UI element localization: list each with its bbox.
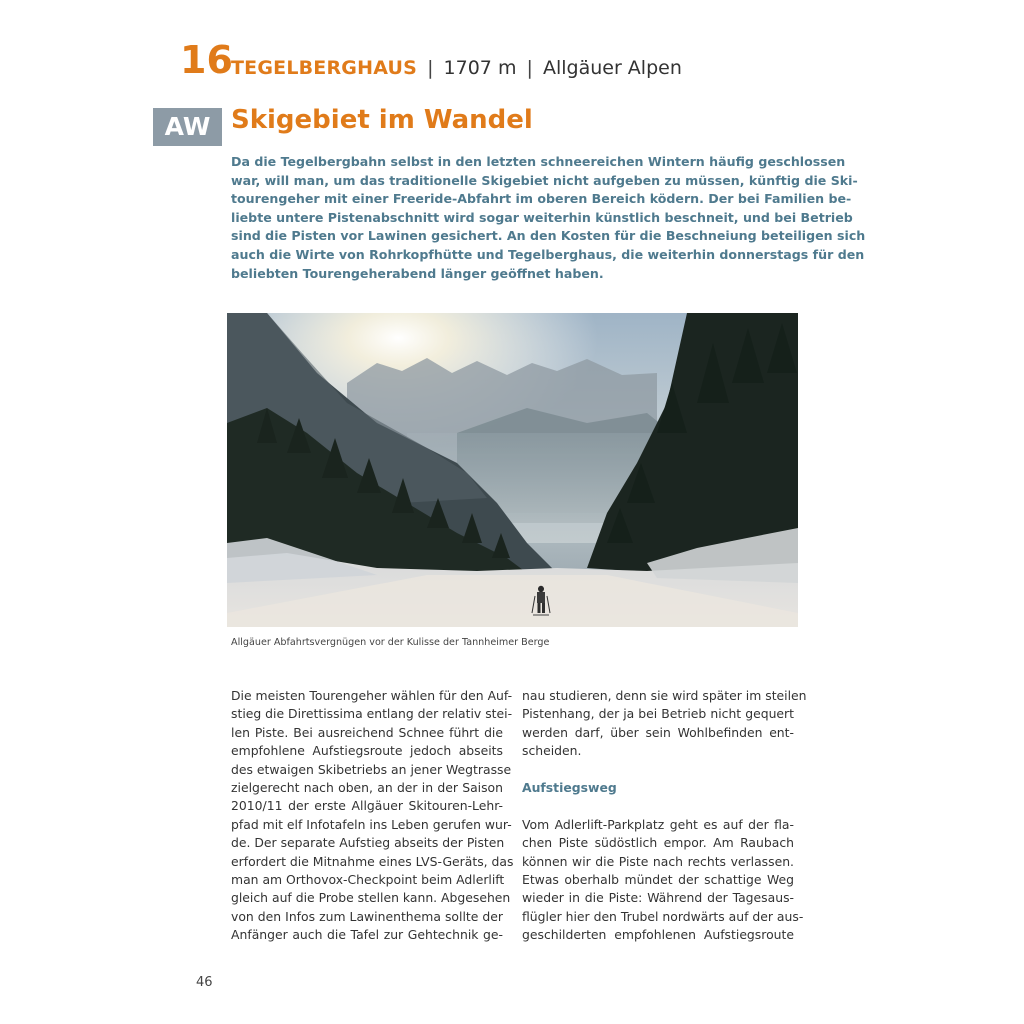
header-separator: | bbox=[526, 57, 533, 79]
header-separator: | bbox=[427, 57, 434, 79]
intro-line: auch die Wirte von Rohrkopfhütte und Tegelberghaus, die weiterhin donnerstags für den bbox=[231, 246, 865, 262]
section-title: Skigebiet im Wandel bbox=[231, 105, 533, 135]
tour-name: TEGELBERGHAUS bbox=[231, 57, 418, 79]
tour-region: Allgäuer Alpen bbox=[542, 57, 682, 79]
body-line: gleich auf die Probe stellen kann. Abgesehen bbox=[231, 890, 511, 906]
body-line: man am Orthovox-Checkpoint beim Adlerlift bbox=[231, 871, 505, 887]
body-line: stieg die Direttissima entlang der relativ stei- bbox=[231, 706, 513, 722]
body-line: de. Der separate Aufstieg abseits der Pisten bbox=[231, 835, 505, 851]
section-badge: AW bbox=[153, 108, 222, 146]
intro-line: sind die Pisten vor Lawinen gesichert. An den Kosten für die Beschneiung beteiligen sich bbox=[231, 228, 866, 244]
body-line: zielgerecht nach oben, an der in der Saison bbox=[231, 779, 503, 795]
intro-line: beliebten Tourengeherabend länger geöffnet haben. bbox=[231, 265, 604, 281]
body-line: len Piste. Bei ausreichend Schnee führt die bbox=[231, 724, 503, 740]
mountain-landscape-illustration bbox=[227, 313, 798, 627]
body-line: nau studieren, denn sie wird später im steilen bbox=[522, 688, 807, 703]
body-line: pfad mit elf Infotafeln ins Leben gerufen wur- bbox=[231, 816, 512, 832]
body-line: werden darf, über sein Wohlbefinden ent- bbox=[522, 724, 794, 740]
intro-paragraph bbox=[231, 153, 866, 283]
body-line: erfordert die Mitnahme eines LVS-Geräts, das bbox=[231, 853, 514, 869]
body-line: können wir die Piste nach rechts verlassen. bbox=[522, 853, 794, 869]
paragraph-gap bbox=[522, 761, 794, 779]
body-line: wieder in die Piste: Während der Tagesaus- bbox=[522, 890, 794, 906]
body-line: flügler hier den Trubel nordwärts auf der aus- bbox=[522, 908, 804, 924]
body-line: Vom Adlerlift-Parkplatz geht es auf der fla- bbox=[522, 816, 794, 832]
body-column-right bbox=[522, 687, 807, 944]
intro-line: war, will man, um das traditionelle Skigebiet nicht aufgeben zu müssen, künftig die Ski- bbox=[231, 172, 858, 188]
body-line: 2010/11 der erste Allgäuer Skitouren-Lehr- bbox=[231, 798, 503, 814]
intro-line: liebte untere Pistenabschnitt wird sogar weiterhin künstlich beschneit, und bei Betrieb bbox=[231, 209, 853, 225]
body-line: empfohlene Aufstiegsroute jedoch abseits bbox=[231, 743, 503, 759]
body-line: des etwaigen Skibetriebs an jener Wegtrasse bbox=[231, 761, 512, 777]
ski-slope-photo bbox=[227, 313, 798, 627]
intro-line: tourengeher mit einer Freeride-Abfahrt im oberen Bereich ködern. Der bei Familien be- bbox=[231, 191, 852, 207]
intro-line: Da die Tegelbergbahn selbst in den letzten schneereichen Wintern häufig geschlossen bbox=[231, 154, 846, 169]
body-column-left bbox=[231, 687, 514, 944]
body-line: chen Piste südöstlich empor. Am Raubach bbox=[522, 835, 794, 851]
body-line: Die meisten Tourengeher wählen für den Auf- bbox=[231, 688, 513, 703]
body-line: geschilderten empfohlenen Aufstiegsroute bbox=[522, 927, 794, 943]
tour-header bbox=[231, 55, 682, 81]
body-line: scheiden. bbox=[522, 743, 582, 759]
body-line: Pistenhang, der ja bei Betrieb nicht gequert bbox=[522, 706, 794, 722]
paragraph-gap bbox=[522, 797, 794, 815]
body-line: Etwas oberhalb mündet der schattige Weg bbox=[522, 871, 794, 887]
photo-caption: Allgäuer Abfahrtsvergnügen vor der Kulisse der Tannheimer Berge bbox=[231, 637, 550, 648]
page-number: 46 bbox=[196, 975, 213, 990]
tour-number: 16 bbox=[180, 38, 233, 82]
subheading-aufstiegsweg: Aufstiegsweg bbox=[522, 779, 617, 795]
body-line: von den Infos zum Lawinenthema sollte der bbox=[231, 908, 503, 924]
body-line: Anfänger auch die Tafel zur Gehtechnik ge- bbox=[231, 927, 503, 943]
tour-altitude: 1707 m bbox=[443, 57, 517, 79]
